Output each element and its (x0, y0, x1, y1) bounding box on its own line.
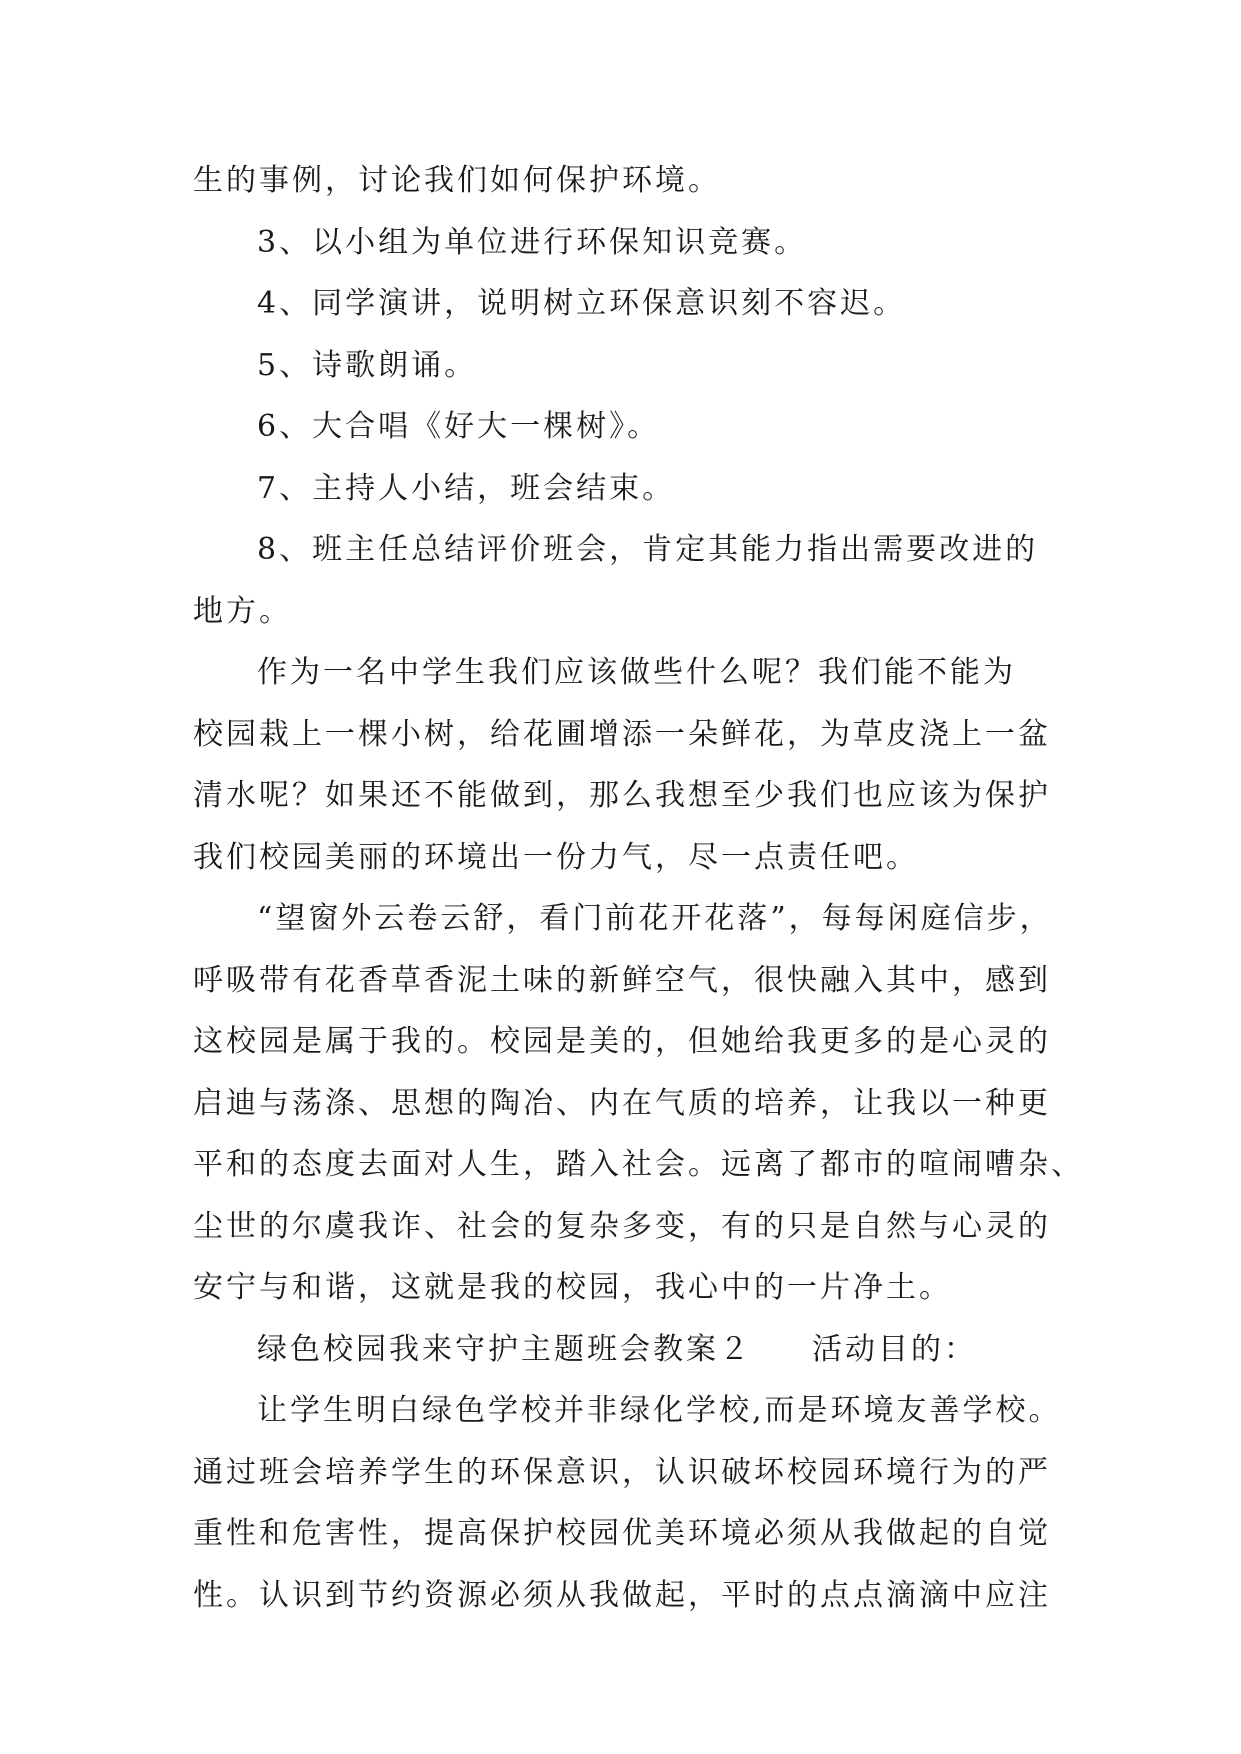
text-line: 通过班会培养学生的环保意识，认识破坏校园环境行为的严 (193, 1454, 1051, 1490)
text-line: 我们校园美丽的环境出一份力气，尽一点责任吧。 (193, 839, 919, 875)
text-line: 呼吸带有花香草香泥土味的新鲜空气，很快融入其中，感到 (193, 962, 1051, 998)
text-line: 性。认识到节约资源必须从我做起，平时的点点滴滴中应注 (193, 1577, 1051, 1613)
list-item-6: 6、大合唱《好大一棵树》。 (257, 409, 661, 444)
text-line: 校园栽上一棵小树，给花圃增添一朵鲜花，为草皮浇上一盆 (193, 716, 1051, 752)
text-line: 启迪与荡涤、思想的陶冶、内在气质的培养，让我以一种更 (193, 1085, 1051, 1121)
text-line: 这校园是属于我的。校园是美的，但她给我更多的是心灵的 (193, 1024, 1051, 1059)
text-line: 地方。 (193, 593, 292, 629)
text-line: 平和的态度去面对人生，踏入社会。远离了都市的喧闹嘈杂、 (193, 1147, 1084, 1182)
text-line: 安宁与和谐，这就是我的校园，我心中的一片净土。 (193, 1270, 952, 1305)
text-line: 尘世的尔虞我诈、社会的复杂多变，有的只是自然与心灵的 (193, 1208, 1051, 1244)
text-line: 生的事例，讨论我们如何保护环境。 (193, 163, 721, 198)
list-item-7: 7、主持人小结，班会结束。 (257, 470, 676, 506)
section-heading (193, 1319, 1063, 1381)
document-body (193, 150, 1084, 1626)
list-item-5: 5、诗歌朗诵。 (257, 347, 478, 383)
list-item-8: 8、班主任总结评价班会，肯定其能力指出需要改进的 (257, 532, 1039, 567)
text-line: 清水呢？如果还不能做到，那么我想至少我们也应该为保护 (193, 778, 1051, 813)
paragraph-start: “望窗外云卷云舒，看门前花开花落”，每每闲庭信步， (257, 901, 1053, 936)
section-title: 绿色校园我来守护主题班会教案２ (257, 1331, 752, 1367)
section-label: 活动目的： (812, 1331, 977, 1367)
list-item-3: 3、以小组为单位进行环保知识竞赛。 (257, 224, 808, 260)
paragraph-start: 让学生明白绿色学校并非绿化学校,而是环境友善学校。 (257, 1393, 1062, 1428)
list-item-4: 4、同学演讲，说明树立环保意识刻不容迟。 (257, 286, 907, 321)
paragraph-start: 作为一名中学生我们应该做些什么呢？我们能不能为 (257, 655, 1016, 690)
text-line: 重性和危害性，提高保护校园优美环境必须从我做起的自觉 (193, 1516, 1051, 1551)
